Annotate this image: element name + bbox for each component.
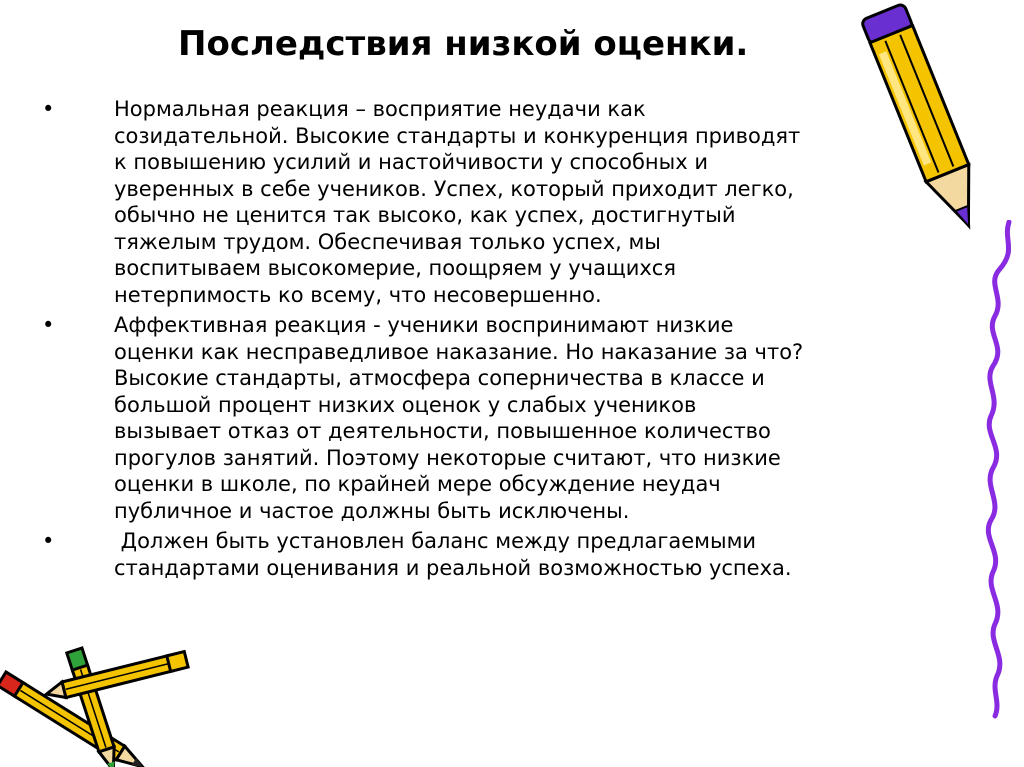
bullet-line: созидательной. Высокие стандарты и конкуренция приводят	[114, 123, 801, 148]
bullet-line: Должен быть установлен баланс между предлагаемыми	[114, 529, 757, 553]
bullet-line: вызывает отказ от деятельности, повышенное количество	[114, 419, 771, 443]
squiggle-line	[965, 220, 1024, 720]
bullet-line: уверенных в себе учеников. Успех, который приходит легко,	[114, 176, 794, 201]
bullet-line: оценки как несправедливое наказание. Но наказание за что?	[114, 339, 804, 364]
bullet-line: публичное и частое должны быть исключены.	[114, 498, 630, 523]
bullet-line: Высокие стандарты, атмосфера соперничества в классе и	[114, 366, 765, 390]
bullet-line: нетерпимость ко всему, что несовершенно.	[114, 282, 602, 307]
bullet-list	[40, 96, 940, 585]
bullet-line: обычно не ценится так высоко, как успех, достигнутый	[114, 203, 736, 227]
bullet-line: Аффективная реакция - ученики воспринимают низкие	[114, 313, 734, 337]
bullet-line: оценки в школе, по крайней мере обсуждение неудач	[114, 472, 721, 496]
bullet-line: воспитываем высокомерие, поощряем у учащихся	[114, 256, 676, 280]
bullet-item-balance	[40, 528, 940, 581]
bullet-line: прогулов занятий. Поэтому некоторые считают, что низкие	[114, 445, 781, 470]
bullet-marker: •	[42, 313, 55, 337]
bullet-marker: •	[42, 529, 55, 553]
bullet-line: тяжелым трудом. Обеспечивая только успех, мы	[114, 229, 661, 254]
bullet-item-affective-reaction	[40, 312, 940, 524]
bullet-line: стандартами оценивания и реальной возможностью успеха.	[114, 555, 792, 580]
bullet-item-normal-reaction	[40, 96, 940, 308]
crossed-pencils-icon	[0, 620, 210, 767]
slide-title: Последствия низкой оценки.	[178, 24, 749, 64]
bullet-line: большой процент низких оценок у слабых учеников	[114, 392, 697, 417]
bullet-marker: •	[42, 97, 55, 121]
bullet-line: Нормальная реакция – восприятие неудачи как	[114, 97, 646, 121]
bullet-line: к повышению усилий и настойчивости у способных и	[114, 150, 708, 174]
